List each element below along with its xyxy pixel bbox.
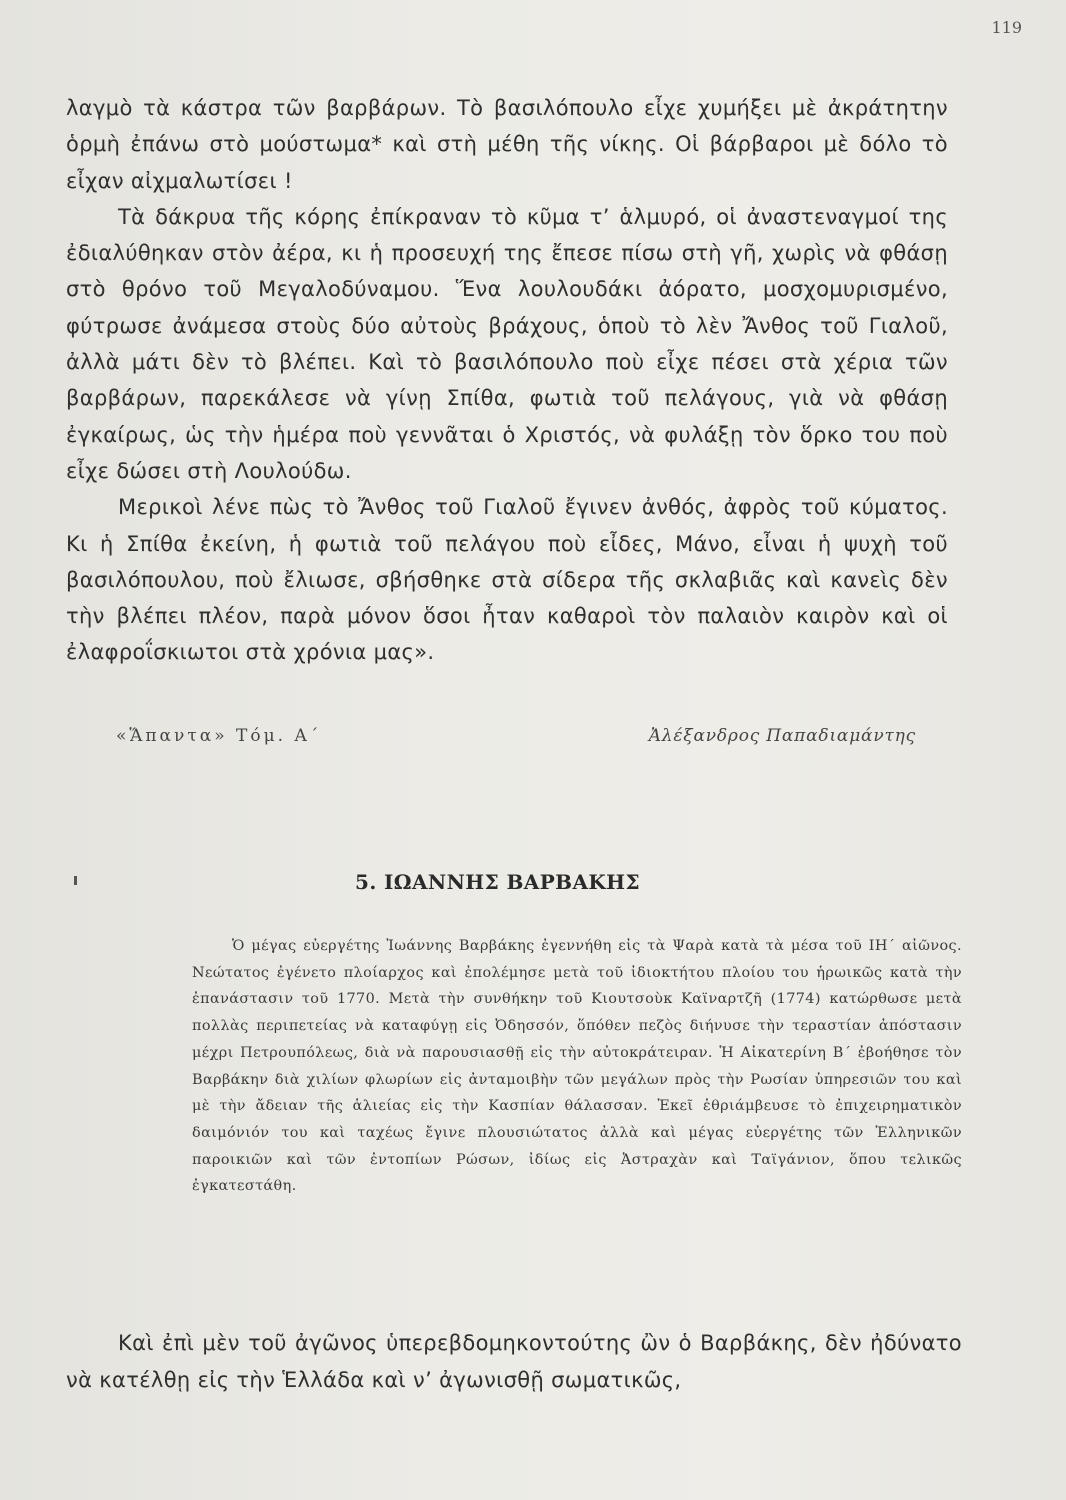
paragraph-1: λαγμὸ τὰ κάστρα τῶν βαρβάρων. Τὸ βασιλόπουλο εἶχε χυμήξει μὲ ἀκράτητην ὁρμὴ ἐπάνω στὸ μούστωμα* καὶ στὴ μέθη τῆς νίκης. Οἱ βάρβαροι μὲ δόλο τὸ εἶχαν αἰχμαλωτίσει ! <box>66 96 948 193</box>
source-work: «Ἅπαντα» Τόμ. Α΄ <box>116 726 322 746</box>
main-text-block <box>66 90 948 671</box>
closing-paragraph: Καὶ ἐπὶ μὲν τοῦ ἀγῶνος ὑπερεβδομηκοντούτης ὢν ὁ Βαρβάκης, δὲν ἠδύνατο νὰ κατέλθῃ εἰς τὴν Ἑλλάδα καὶ ν’ ἀγωνισθῇ σωματικῶς, <box>66 1331 962 1392</box>
bio-paragraph: Ὁ μέγας εὐεργέτης Ἰωάννης Βαρβάκης ἐγεννήθη εἰς τὰ Ψαρὰ κατὰ τὰ μέσα τοῦ ΙΗ΄ αἰῶνος. Νεώτατος ἐγένετο πλοίαρχος καὶ ἐπολέμησε μετὰ τοῦ ἰδιοκτήτου πλοίου του ἡρωικῶς κατὰ τὴν ἐπανάστασιν τοῦ 1770. Μετὰ τὴν συνθήκην τοῦ Κιουτσοὺκ Καϊναρτζῆ (1774) κατώρθωσε μετὰ πολλὰς περιπετείας νὰ καταφύγῃ εἰς Ὀδησσόν, ὅπόθεν πεζὸς διήνυσε τὴν τεραστίαν ἀπόστασιν μέχρι Πετρουπόλεως, διὰ νὰ παρουσιασθῇ εἰς τὴν αὐτοκράτειραν. Ἡ Αἰκατερίνη Β΄ ἐβοήθησε τὸν Βαρβάκην διὰ χιλίων φλωρίων εἰς ἀνταμοιβὴν τῶν μεγάλων πρὸς τὴν Ρωσίαν ὑπηρεσιῶν του καὶ μὲ τὴν ἄδειαν τῆς ἁλιείας εἰς τὴν Κασπίαν θάλασσαν. Ἐκεῖ ἐθριάμβευσε τὸ ἐπιχειρηματικὸν δαιμόνιόν του καὶ ταχέως ἔγινε πλουσιώτατος ἀλλὰ καὶ μέγας εὐεργέτης τῶν Ἑλληνικῶν παροικιῶν καὶ τῶν ἐντοπίων Ρώσων, ἰδίως εἰς Ἀστραχὰν καὶ Ταϊγάνιον, ὅπου τελικῶς ἐγκατεστάθη. <box>192 938 962 1195</box>
paragraph-2: Τὰ δάκρυα τῆς κόρης ἐπίκραναν τὸ κῦμα τ’ ἁλμυρό, οἱ ἀναστεναγμοί της ἐδιαλύθηκαν στὸν ἀέρα, κι ἡ προσευχή της ἔπεσε πίσω στὴ γῆ, χωρὶς νὰ φθάσῃ στὸ θρόνο τοῦ Μεγαλοδύναμου. Ἕνα λουλουδάκι ἀόρατο, μοσχομυρισμένο, φύτρωσε ἀνάμεσα στοὺς δύο αὐτοὺς βράχους, ὁποὺ τὸ λὲν Ἄνθος τοῦ Γιαλοῦ, ἀλλὰ μάτι δὲν τὸ βλέπει. Καὶ τὸ βασιλόπουλο ποὺ εἶχε πέσει στὰ χέρια τῶν βαρβάρων, παρεκάλεσε νὰ γίνῃ Σπίθα, φωτιὰ τοῦ πελάγους, γιὰ νὰ φθάσῃ ἐγκαίρως, ὡς τὴν ἡμέρα ποὺ γεννᾶται ὁ Χριστός, νὰ φυλάξῃ τὸν ὅρκο του ποὺ εἶχε δώσει στὴ Λουλούδω. <box>66 204 948 483</box>
page-number: 119 <box>991 18 1022 37</box>
closing-text-block <box>66 1325 962 1399</box>
section-title: 5. ΙΩΑΝΝΗΣ ΒΑΡΒΑΚΗΣ <box>355 870 640 894</box>
paragraph-3: Μερικοὶ λένε πὼς τὸ Ἄνθος τοῦ Γιαλοῦ ἔγινεν ἀνθός, ἀφρὸς τοῦ κύματος. Κι ἡ Σπίθα ἐκείνη, ἡ φωτιὰ τοῦ πελάγου ποὺ εἶδες, Μάνο, εἶναι ἡ ψυχὴ τοῦ βασιλόπουλου, ποὺ ἔλιωσε, σβήσθηκε στὰ σίδερα τῆς σκλαβιᾶς καὶ κανεὶς δὲν τὴν βλέπει πλέον, παρὰ μόνον ὅσοι ἦταν καθαροὶ τὸν παλαιὸν καιρὸν καὶ οἱ ἐλαφροΐσκιωτοι στὰ χρόνια μας». <box>66 495 948 665</box>
source-author: Ἀλέξανδρος Παπαδιαμάντης <box>648 726 916 746</box>
bio-text-block <box>192 933 962 1200</box>
margin-mark <box>74 876 77 885</box>
